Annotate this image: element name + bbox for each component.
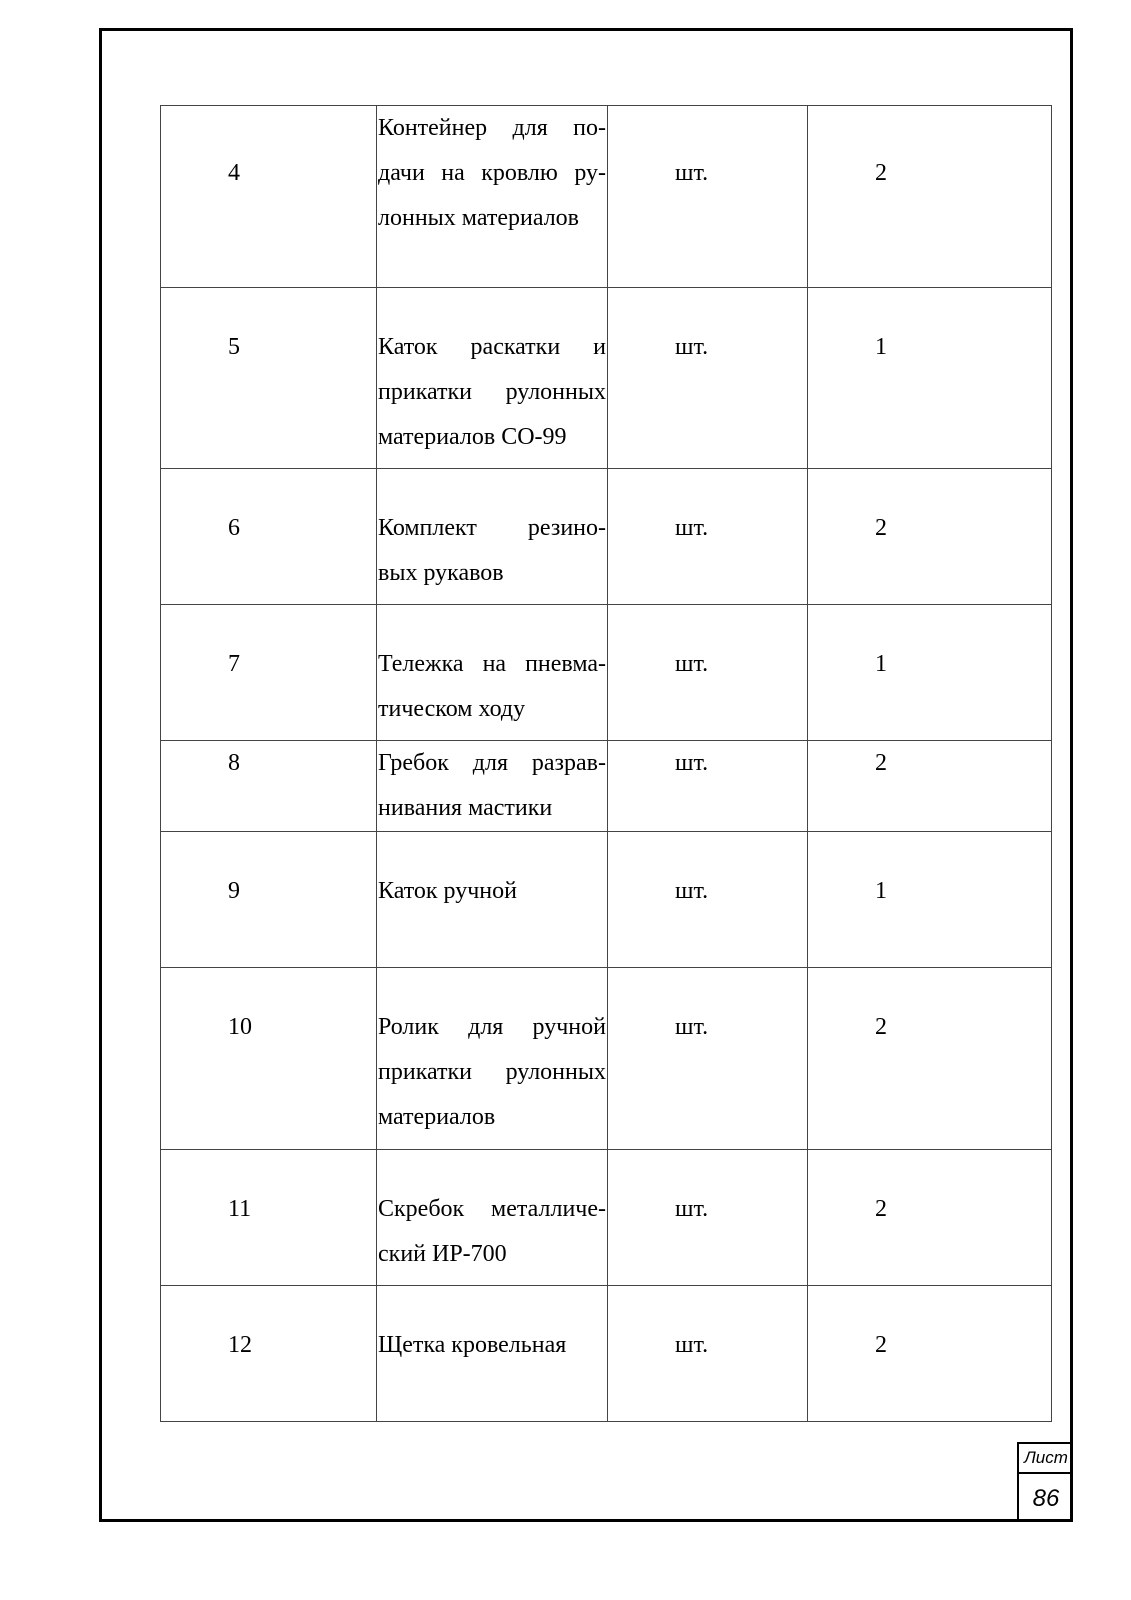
table-row <box>161 106 1052 288</box>
quantity: 2 <box>808 968 1052 1150</box>
unit-of-measure: шт. <box>608 1150 808 1286</box>
item-name-line: Ролик для ручной <box>378 1014 606 1040</box>
item-name-line: Щетка кровельная <box>378 1332 567 1358</box>
equipment-table-body <box>161 106 1052 1422</box>
row-number: 10 <box>161 968 377 1150</box>
unit-of-measure: шт. <box>608 968 808 1150</box>
item-name <box>377 605 608 741</box>
row-number: 4 <box>161 106 377 288</box>
item-name <box>377 288 608 469</box>
item-name-line: тическом ходу <box>378 696 526 722</box>
row-number: 6 <box>161 469 377 605</box>
item-name-line: материалов <box>378 1104 496 1130</box>
table-row <box>161 288 1052 469</box>
table-row <box>161 1286 1052 1422</box>
item-name-line: Каток ручной <box>378 878 517 904</box>
item-name-line: Тележка на пневма- <box>378 651 606 677</box>
unit-of-measure: шт. <box>608 1286 808 1422</box>
row-number: 12 <box>161 1286 377 1422</box>
table-row <box>161 741 1052 832</box>
quantity: 2 <box>808 1150 1052 1286</box>
item-name <box>377 469 608 605</box>
quantity: 2 <box>808 469 1052 605</box>
unit-of-measure: шт. <box>608 288 808 469</box>
unit-of-measure: шт. <box>608 832 808 968</box>
quantity: 1 <box>808 605 1052 741</box>
item-name <box>377 832 608 968</box>
sheet-stamp <box>1017 1442 1073 1522</box>
item-name-line: Скребок металличе- <box>378 1196 606 1222</box>
item-name-line: лонных материалов <box>378 205 579 231</box>
item-name-line: прикатки рулонных <box>378 1059 606 1085</box>
quantity: 1 <box>808 288 1052 469</box>
item-name-line: Комплект резино- <box>378 515 606 541</box>
quantity: 1 <box>808 832 1052 968</box>
row-number: 11 <box>161 1150 377 1286</box>
sheet-label: Лист <box>1019 1444 1073 1474</box>
item-name-line: ский ИР-700 <box>378 1241 507 1267</box>
item-name-line: вых рукавов <box>378 560 504 586</box>
item-name-line: нивания мастики <box>378 795 553 821</box>
sheet-number: 86 <box>1032 1485 1060 1512</box>
table-row <box>161 832 1052 968</box>
quantity: 2 <box>808 1286 1052 1422</box>
table-row <box>161 469 1052 605</box>
item-name <box>377 1286 608 1422</box>
unit-of-measure: шт. <box>608 469 808 605</box>
quantity: 2 <box>808 106 1052 288</box>
table-row <box>161 1150 1052 1286</box>
item-name-line: Контейнер для по- <box>378 115 606 141</box>
row-number: 8 <box>161 741 377 832</box>
item-name <box>377 106 608 288</box>
row-number: 5 <box>161 288 377 469</box>
table-row <box>161 968 1052 1150</box>
item-name <box>377 968 608 1150</box>
unit-of-measure: шт. <box>608 741 808 832</box>
row-number: 9 <box>161 832 377 968</box>
unit-of-measure: шт. <box>608 106 808 288</box>
item-name-line: прикатки рулонных <box>378 379 606 405</box>
item-name-line: Гребок для разрав- <box>378 750 606 776</box>
table-row <box>161 605 1052 741</box>
item-name <box>377 1150 608 1286</box>
unit-of-measure: шт. <box>608 605 808 741</box>
item-name-line: материалов СО-99 <box>378 424 567 450</box>
row-number: 7 <box>161 605 377 741</box>
item-name <box>377 741 608 832</box>
equipment-table <box>160 105 1052 1422</box>
item-name-line: дачи на кровлю ру- <box>378 160 606 186</box>
item-name-line: Каток раскатки и <box>378 334 606 360</box>
quantity: 2 <box>808 741 1052 832</box>
